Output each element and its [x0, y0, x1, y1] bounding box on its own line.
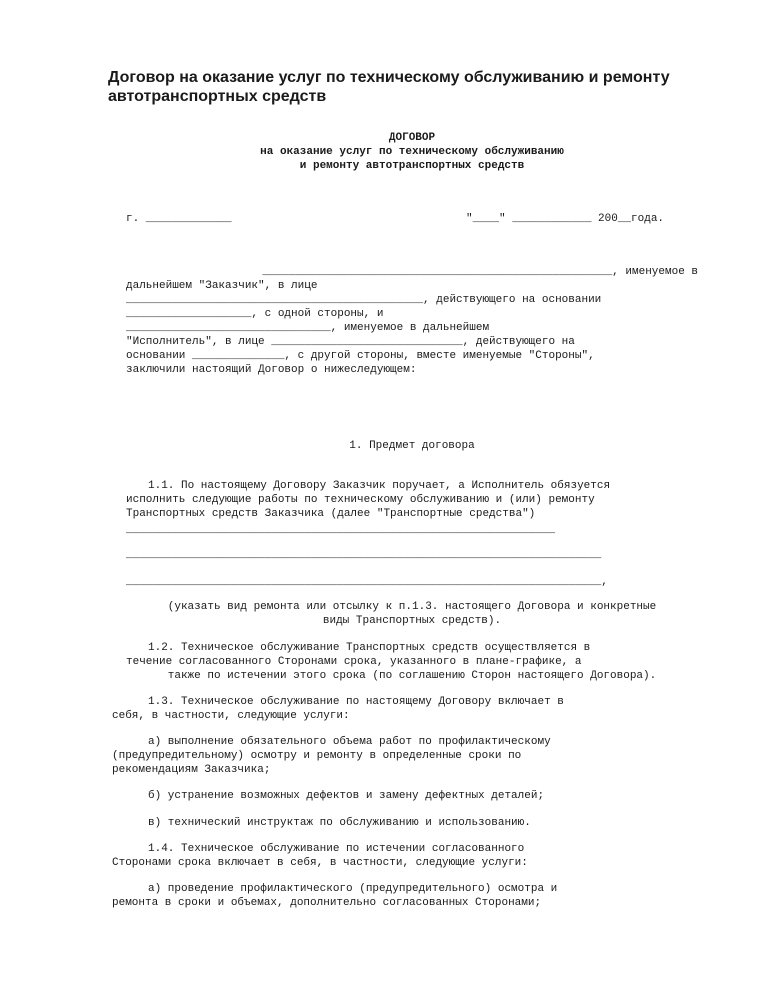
clause-1-3-line-2: себя, в частности, следующие услуги: [112, 710, 350, 722]
clause-1-3-b: б) устранение возможных дефектов и замену дефектных деталей; [148, 790, 545, 802]
clause-1-2-line-2: течение согласованного Сторонами срока, указанного в плане-графике, а [126, 656, 582, 668]
clause-1-3-a-line-1: а) выполнение обязательного объема работ по профилактическому [148, 736, 551, 748]
clause-1-1-blank-3: ________________________________________________________________________, [126, 576, 608, 588]
clause-1-1-blank-1: _________________________________________________________________ [126, 524, 556, 536]
clause-1-4-line-2: Сторонами срока включает в себя, в частности, следующие услуги: [112, 857, 528, 869]
clause-1-1-blank-2: ________________________________________________________________________ [126, 549, 602, 561]
clause-1-1-line-2: исполнить следующие работы по техническому обслуживанию и (или) ремонту [126, 494, 595, 506]
clause-1-1-line-1: 1.1. По настоящему Договору Заказчик поручает, а Исполнитель обязуется [148, 480, 611, 492]
clause-1-3-a-line-2: (предупредительному) осмотру и ремонту в определенные сроки по [112, 750, 522, 762]
city-field: г. _____________ [126, 213, 232, 225]
clause-1-2-line-3: также по истечении этого срока (по соглашению Сторон настоящего Договора). [167, 670, 657, 682]
parties-line-6: "Исполнитель", в лице _____________________________, действующего на [126, 336, 575, 348]
parties-line-3: _____________________________________________, действующего на основании [126, 294, 602, 306]
clause-1-4-a-line-2: ремонта в сроки и объемах, дополнительно согласованных Сторонами; [112, 897, 542, 909]
clause-1-1-note-1: (указать вид ремонта или отсылку к п.1.3. настоящего Договора и конкретные [167, 601, 657, 613]
parties-line-7: основании ______________, с другой стороны, вместе именуемые "Стороны", [126, 350, 595, 362]
clause-1-1-line-3: Транспортных средств Заказчика (далее "Транспортные средства") [126, 508, 536, 520]
contract-subtitle-2: и ремонту автотранспортных средств [299, 160, 525, 172]
document-heading: Договор на оказание услуг по техническому обслуживанию и ремонту автотранспортных средств [108, 69, 670, 105]
section-1-title: 1. Предмет договора [349, 440, 475, 452]
clause-1-1-note-2: виды Транспортных средств). [322, 615, 502, 627]
clause-1-2-line-1: 1.2. Техническое обслуживание Транспортных средств осуществляется в [148, 642, 591, 654]
contract-subtitle-1: на оказание услуг по техническому обслуживанию [260, 146, 564, 158]
parties-line-5: _______________________________, именуемое в дальнейшем [126, 322, 490, 334]
clause-1-4-a-line-1: а) проведение профилактического (предупредительного) осмотра и [148, 883, 558, 895]
clause-1-4-line-1: 1.4. Техническое обслуживание по истечении согласованного [148, 843, 525, 855]
clause-1-3-c: в) технический инструктаж по обслуживанию и использованию. [148, 817, 531, 829]
date-field: "____" ____________ 200__года. [466, 213, 665, 225]
clause-1-3-a-line-3: рекомендациям Заказчика; [112, 764, 271, 776]
clause-1-3-line-1: 1.3. Техническое обслуживание по настоящему Договору включает в [148, 696, 564, 708]
contract-title: ДОГОВОР [388, 132, 436, 144]
parties-line-2: дальнейшем "Заказчик", в лице [126, 280, 318, 292]
parties-line-1: _____________________________________________________, именуемое в [262, 266, 698, 278]
parties-line-8: заключили настоящий Договор о нижеследующем: [126, 364, 417, 376]
parties-line-4: ___________________, с одной стороны, и [126, 308, 384, 320]
